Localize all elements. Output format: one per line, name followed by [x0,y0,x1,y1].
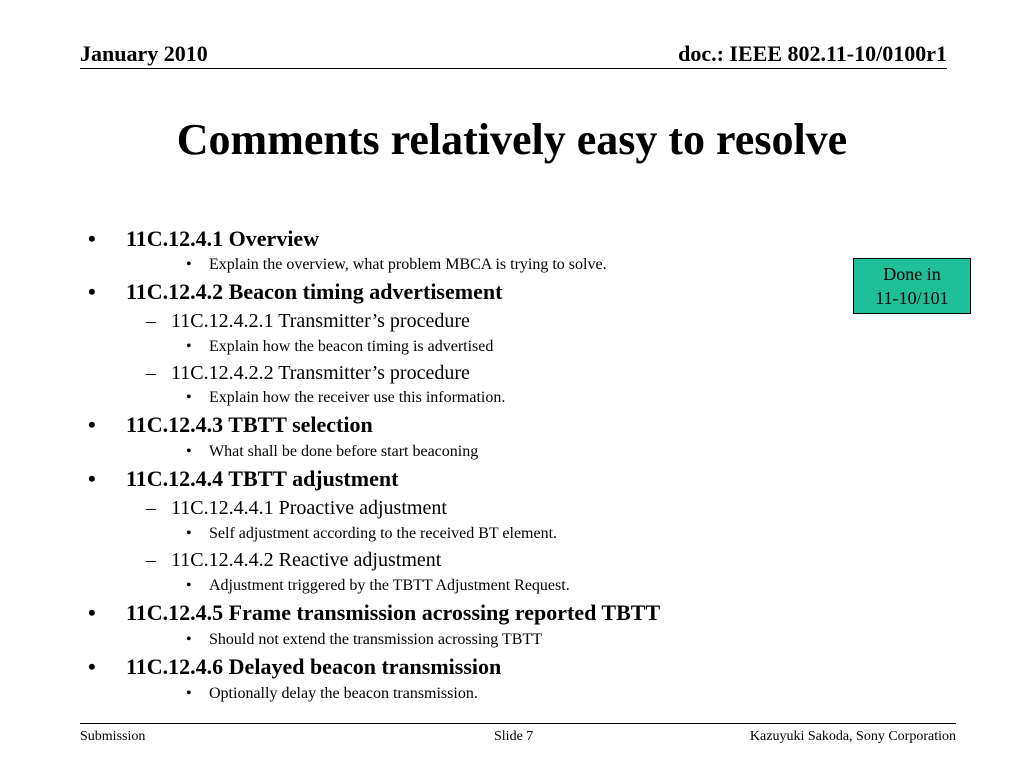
bullet-marker: • [186,338,192,355]
list-item-text: Explain how the receiver use this information. [209,389,506,406]
header-doc-number: doc.: IEEE 802.11-10/0100r1 [678,41,947,66]
list-item-text: 11C.12.4.6 Delayed beacon transmission [126,654,502,679]
dash-marker: – [146,362,156,384]
list-item-text: Adjustment triggered by the TBTT Adjustment Request. [209,577,570,594]
bullet-marker: • [88,226,96,251]
footer-rule [80,723,956,724]
bullet-marker: • [186,525,192,542]
bullet-marker: • [88,466,96,491]
done-callout-line2: 11-10/101 [875,288,949,308]
list-item-text: Should not extend the transmission acrossing TBTT [209,631,543,648]
slide-title: Comments relatively easy to resolve [176,115,848,164]
list-item-text: 11C.12.4.3 TBTT selection [126,412,373,437]
list-item-text: Explain how the beacon timing is advertised [209,338,494,355]
list-item-text: 11C.12.4.4.2 Reactive adjustment [171,549,442,571]
footer-submission: Submission [80,729,146,744]
bullet-marker: • [186,443,192,460]
list-item-text: Explain the overview, what problem MBCA is trying to solve. [209,256,607,273]
list-item-text: 11C.12.4.2 Beacon timing advertisement [126,279,503,304]
bullet-marker: • [88,279,96,304]
dash-marker: – [146,310,156,332]
dash-marker: – [146,497,156,519]
done-callout-box [853,258,971,314]
list-item-text: 11C.12.4.5 Frame transmission acrossing reported TBTT [126,600,661,625]
list-item-text: 11C.12.4.4 TBTT adjustment [126,466,399,491]
list-item-text: 11C.12.4.2.1 Transmitter’s procedure [171,310,470,332]
dash-marker: – [146,549,156,571]
bullet-marker: • [186,685,192,702]
bullet-marker: • [186,577,192,594]
bullet-marker: • [88,412,96,437]
bullet-marker: • [88,600,96,625]
list-item-text: 11C.12.4.4.1 Proactive adjustment [171,497,447,519]
list-item-text: 11C.12.4.1 Overview [126,226,320,251]
bullet-marker: • [186,631,192,648]
footer-slide-number: Slide 7 [494,729,534,744]
list-item-text: Self adjustment according to the received BT element. [209,525,558,542]
bullet-marker: • [88,654,96,679]
header-date: January 2010 [80,41,208,66]
bullet-marker: • [186,389,192,406]
list-item-text: Optionally delay the beacon transmission. [209,685,478,702]
list-item-text: 11C.12.4.2.2 Transmitter’s procedure [171,362,470,384]
list-item-text: What shall be done before start beaconing [209,443,479,460]
done-callout-line1: Done in [883,264,941,284]
footer-author: Kazuyuki Sakoda, Sony Corporation [749,729,956,744]
bullet-marker: • [186,256,192,273]
